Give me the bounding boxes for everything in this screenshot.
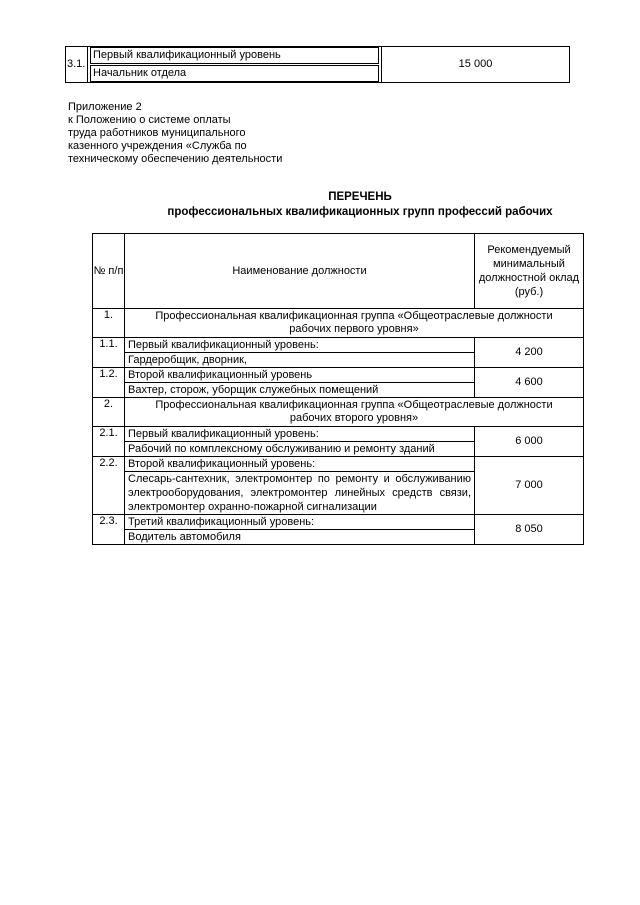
level-title: Второй квалификационный уровень [125,368,474,383]
salary-cell: 8 050 [475,515,584,545]
position-list: Гардеробщик, дворник, [128,354,247,366]
level-title: Третий квалификационный уровень: [125,515,474,530]
position-cell [125,338,475,368]
table-header-row [93,234,584,309]
salary-cell: 4 600 [475,368,584,398]
position-list: Слесарь-сантехник, электромонтер по ремонту и обслуживанию электрооборудования, электромонтер линейных средств связи, электромонтер охранно-пожарной сигнализации [128,473,471,513]
group-title: Профессиональная квалификационная группа «Общеотраслевые должности рабочих второго уровня» [125,398,584,427]
table-row [93,368,584,398]
heading-title: ПЕРЕЧЕНЬ [328,191,392,203]
table-row [93,309,584,338]
document-heading [90,190,630,220]
table-row [93,427,584,457]
row-number: 3.1. [66,47,88,83]
position-cell [125,427,475,457]
position-cell [88,47,382,83]
row-number: 1.1. [93,338,125,368]
salary-cell: 4 200 [475,338,584,368]
table-row [93,398,584,427]
qualification-groups-table [92,233,584,545]
row-number: 2.1. [93,427,125,457]
row-number: 1.2. [93,368,125,398]
heading-subtitle: профессиональных квалификационных групп профессий рабочих [167,206,553,218]
position-list: Водитель автомобиля [128,531,241,543]
level-title: Первый квалификационный уровень: [125,427,474,442]
row-number: 2.3. [93,515,125,545]
header-number: № п/п [93,234,125,309]
position-cell [125,515,475,545]
group-title: Профессиональная квалификационная группа «Общеотраслевые должности рабочих первого уровня» [125,309,584,338]
table-row [66,47,570,83]
table-row [93,338,584,368]
appendix-line: казенного учреждения «Служба по [68,140,247,152]
appendix-line: к Положению о системе оплаты [68,114,231,126]
appendix-line: труда работников муниципального [68,127,246,139]
header-salary: Рекомендуемый минимальный должностной оклад (руб.) [475,234,584,309]
position-cell [125,368,475,398]
row-number: 2.2. [93,457,125,515]
appendix-line: Приложение 2 [68,101,142,113]
level-title: Первый квалификационный уровень: [125,338,474,353]
position-name: Начальник отдела [90,65,379,82]
salary-cell: 6 000 [475,427,584,457]
appendix-line: техническому обеспечению деятельности [68,153,283,165]
level-title: Первый квалификационный уровень [90,47,379,64]
table-row [93,457,584,515]
header-position-name: Наименование должности [125,234,475,309]
row-number: 2. [93,398,125,427]
appendix-reference [68,101,348,166]
table-row [93,515,584,545]
row-number: 1. [93,309,125,338]
level-title: Второй квалификационный уровень: [125,457,474,472]
position-list: Вахтер, сторож, уборщик служебных помещений [128,384,379,396]
salary-cell: 15 000 [382,47,570,83]
salary-cell: 7 000 [475,457,584,515]
position-cell [125,457,475,515]
position-list: Рабочий по комплексному обслуживанию и ремонту зданий [128,443,435,455]
previous-table-fragment [65,46,570,83]
